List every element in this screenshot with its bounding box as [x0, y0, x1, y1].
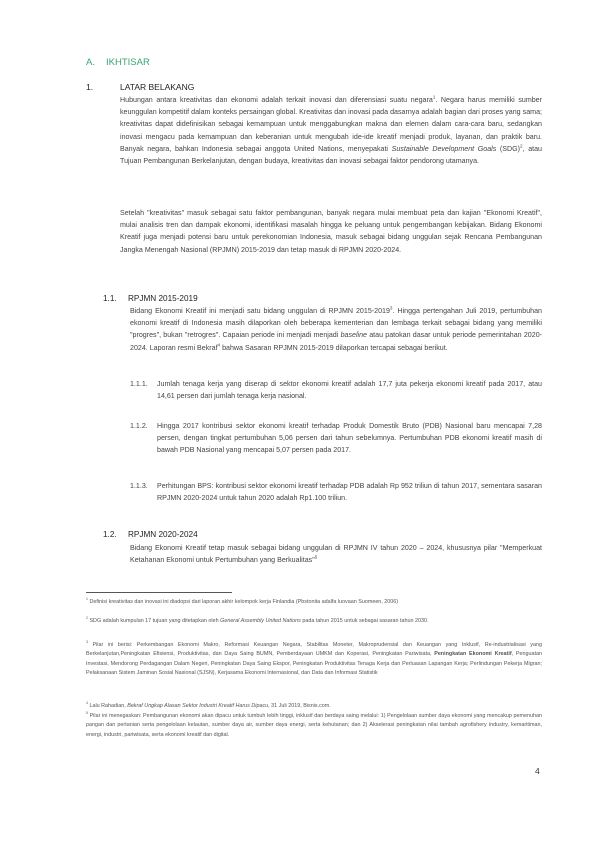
footnote-ref[interactable]: 3: [389, 305, 393, 311]
footnote: [86, 617, 542, 626]
emphasis: General Assembly United Nations: [220, 618, 301, 624]
footnote-ref[interactable]: 5: [314, 554, 318, 560]
section-heading: [86, 57, 150, 68]
footnote-ref[interactable]: 1: [432, 94, 436, 100]
footnote-text: Pilar ini menegaskan: Pembangunan ekonomi akan dipacu untuk tumbuh lebih tinggi, inklusif dan berdaya saing melalui: 1) Pengelolaan sumber daya ekonomi yang mencakup pemenuhan pangan dan pertanian serta pengelolaan kelautan, sumber daya air, sumber daya energi, serta kehutanan; dan 2) Akselerasi peningkatan nilai tambah agrofishery industry, kemaritiman, energi, industri, pariwisata, serta ekonomi kreatif dan digital.: [86, 713, 542, 738]
list-item-text: Hingga 2017 kontribusi sektor ekonomi kreatif terhadap Produk Domestik Bruto (PDB) Nasional baru mencapai 7,28 persen, dengan tingkat pertumbuhan 5,06 persen dari tahun sebelumnya. Pertumbuhan PDB ekonomi kreatif masih di bawah PDB Nasional yang mencapai 5,07 persen pada 2017.: [157, 422, 542, 455]
footnote: [86, 641, 542, 679]
list-item: [130, 480, 542, 504]
text: (SDG): [496, 144, 521, 153]
footnote-number: 1: [86, 597, 88, 602]
heading-title: LATAR BELAKANG: [120, 82, 195, 92]
emphasis: Bekraf Ungkap Alasan Sektor Industri Kreatif Harus Dipacu: [127, 703, 269, 709]
footnote-text: pada tahun 2015 untuk sebagai sasaran tahun 2030.: [300, 618, 429, 624]
paragraph-rpjmn-2020: [130, 542, 542, 566]
list-item: [130, 378, 542, 402]
heading-latar-belakang: [86, 82, 194, 92]
heading-title: RPJMN 2015-2019: [128, 294, 198, 303]
heading-number: 1.1.: [103, 294, 117, 303]
footnote-number: 4: [86, 701, 88, 706]
paragraph-kreativitas: Setelah "kreativitas" masuk sebagai satu faktor pembangunan, banyak negara mulai membuat peta dan kajian "Ekonomi Kreatif", mulai analisis tren dan dampak ekonomi, identifikasi masalah hingga ke peluang untuk pengembangan kebijakan. Bidang Ekonomi Kreatif juga menjadi potensi baru untuk perekonomian Indonesia, masuk sebagai bidang unggulan sejak Rencana Pembangunan Jangka Menengah Nasional (RPJMN) 2015-2019 dan tetap masuk di RPJMN 2020-2024.: [120, 209, 542, 254]
emphasis: Sustainable Development Goals: [391, 144, 497, 153]
list-item-text: Jumlah tenaga kerja yang diserap di sektor ekonomi kreatif adalah 17,7 juta pekerja ekonomi kreatif pada 2017, atau 14,61 persen dari jumlah tenaga kerja nasional.: [157, 380, 542, 401]
list-item: [130, 420, 542, 457]
page-number: 4: [535, 766, 540, 776]
list-item-text: Perhitungan BPS: kontribusi sektor ekonomi kreatif terhadap PDB adalah Rp 952 triliun di tahun 2017, sementara sasaran RPJMN 2020-2024 untuk tahun 2020 adalah Rp1.100 triliun.: [157, 482, 542, 503]
footnote-text: Lalu Rahadian,: [87, 703, 128, 709]
footnote-text: , 31 Juli 2019, Bisnis.com.: [268, 703, 331, 709]
list-item-number: 1.1.2.: [130, 422, 148, 430]
section-number: A.: [86, 57, 95, 68]
text: bahwa Sasaran RPJMN 2015-2019 dilaporkan tercapai sebagai berikut.: [220, 343, 448, 352]
text: . Negara harus memiliki sumber keunggulan kompetitif dalam konteks persaingan global. Kreativitas dan inovasi pada dasarnya adalah bagian dari proses yang sama; kreativitas dapat didefinisikan sebagai kemampuan untuk menggabungkan makna dan elemen dalam cara-cara baru, sedangkan inovasi mengacu pada kemampuan dan keberanian untuk mengubah ide-ide kreatif menjadi produk, layanan, dan praktik baru. Banyak negara, bahkan Indonesia sebagai anggota United Nations, menyepakati: [120, 96, 542, 153]
list-item-number: 1.1.3.: [130, 482, 148, 490]
section-title: IKHTISAR: [106, 57, 150, 68]
emphasis: baseline: [340, 331, 367, 340]
bold-text: Peningkatan Ekonomi Kreatif: [434, 651, 512, 658]
footnote-ref[interactable]: 4: [217, 342, 221, 348]
footnote-text: SDG adalah kumpulan 17 tujuan yang ditetapkan oleh: [87, 618, 221, 624]
heading-rpjmn-2020-2024: [103, 530, 198, 539]
footnote: [86, 598, 542, 607]
footnote-ref[interactable]: 2: [520, 143, 523, 149]
footnote-text: Definisi kreativitas dan inovasi ini diadopsi dari laporan akhir kelompok kerja Finlandia (Pbstonita adalfa luovaan Suomeen, 2006): [87, 599, 399, 605]
text: . Hingga pertengahan Juli 2019, pertumbuhan ekonomi kreatif di Indonesia masih dilaporkan oleh beberapa kementerian dan lembaga terkait sebagai bidang yang memiliki "progres", bukan "retrogres". Capaian periode ini menjadi menjadi: [130, 307, 542, 340]
footnote-divider: [86, 592, 232, 593]
footnote: [86, 702, 542, 711]
paragraph-rpjmn-2015: [130, 305, 542, 354]
text: Bidang Ekonomi Kreatif ini menjadi satu bidang unggulan di RPJMN 2015-2019: [130, 307, 390, 315]
heading-number: 1.2.: [103, 530, 117, 539]
heading-title: RPJMN 2020-2024: [128, 530, 198, 539]
footnote-text: Pilar ini berisi: Perkembangan Ekonomi Makro, Reformasi Keuangan Negara, Stabilitas Moneter, Makroprudensial dan Keuangan yang Inklusif, Re-industrialisasi yang Berkelanjutan,Peningkatan Efisiensi, Produktivitas, dan Daya Saing BUMN, Pemberdayaan UMKM dan Koperasi, Peningkatan Pariwisata,: [86, 642, 542, 658]
text: , atau Tujuan Pembangunan Berkelanjutan, dengan budaya, kreativitas dan inovasi sebagai faktor pendorong utamanya.: [120, 144, 542, 166]
heading-number: 1.: [86, 82, 94, 92]
footnote-number: 3: [86, 640, 88, 645]
list-item-number: 1.1.1.: [130, 380, 148, 388]
footnote-number: 2: [86, 616, 88, 621]
heading-rpjmn-2015-2019: [103, 294, 198, 303]
text: atau patokan dasar untuk periode pemerintahan 2020-2024. Laporan resmi Bekraf: [130, 331, 542, 352]
footnote-number: 5: [86, 711, 88, 716]
text: Bidang Ekonomi Kreatif tetap masuk sebagai bidang unggulan di RPJMN IV tahun 2020 – 2024, khususnya pilar "Memperkuat Ketahanan Ekonomi untuk Pertumbuhan yang Berkualitas": [130, 544, 542, 565]
footnote: [86, 712, 542, 740]
paragraph-intro: [120, 94, 542, 167]
footnote-text: , Penguatan Investasi, Mendorong Perdagangan Dalam Negeri, Peningkatan Daya Saing Ekspor, Peningkatan Produktivitas Tenaga Kerja dan Perluasan Lapangan Kerja; Perlindungan Pekerja Migran; Pelaksanaan Sistem Jaminan Sosial Nasional (SJSN), Kerjasama Ekonomi Internasional, dan Data dan Informasi Statistik: [86, 651, 543, 677]
text: Hubungan antara kreativitas dan ekonomi adalah terkait inovasi dan diferensiasi suatu negara: [120, 96, 433, 104]
